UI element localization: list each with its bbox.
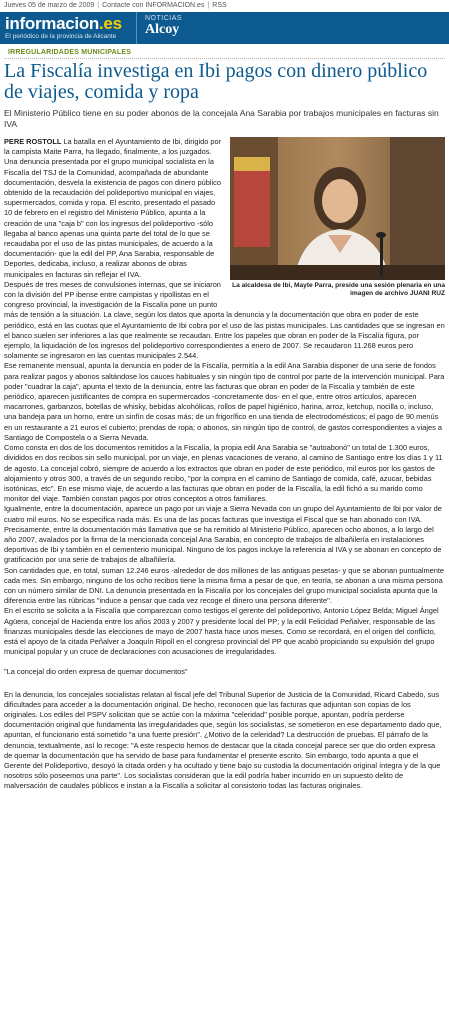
byline: PERE ROSTOLL	[4, 137, 62, 146]
logo-tld: .es	[99, 14, 122, 33]
article-figure	[230, 137, 445, 298]
date-text: Jueves 05 de marzo de 2009	[4, 2, 95, 9]
paragraph-6: En el escrito se solicita a la Fiscalía que comparezcan como testigos el gerente del polideportivo, Antonio López Belda; Miguel Ángel Agüera, concejal de Hacienda entre los años 2003 y 2007 y presidente local del PP; y la edil Felicidad Peñalver, responsable de las finanzas municipales desde las elecciones de mayo de 2007 hasta hace unos meses. Como se recordará, en el origen del conflicto, está el apoyo de la citada Peñalver a Joaquín Ripoll en el congreso provincial del PP que acabó propiciando su expulsión del grupo municipal popular y un cruce de declaraciones con acusaciones de irregularidades.	[4, 606, 439, 657]
photo-caption: La alcaldesa de Ibi, Mayte Parra, preside una sesión plenaria en una imagen de archivo JUANI RUZ	[232, 282, 445, 297]
lead-text: La batalla en el Ayuntamiento de Ibi, dirigido por la campista Maite Parra, ha llegado, finalmente, a los juzgados. Una denuncia presentada por el grupo municipal socialista en la Fiscalía del TSJ de la Comunidad, acompañada de abundante documentación, desvela la existencia de pagos con dinero público obtenido de la recaudación del polideportivo municipal en viajes, supermercados, comida y ropa. El escrito, presentado el pasado 10 de febrero en el registro del Ministerio Público, apunta a la creación de una "caja b" con los ingresos del polideportivo -sólo llegaba al banco apenas una quinta parte del total de lo que se recaudaba por el uso de las pistas municipales, de acuerdo a la documentación- que la edil del PP, Ana Sarabia, responsable de Deportes, dedicaba, incluso, a realizar abonos de obras municipales en facturas sin reflejar el IVA.	[4, 137, 222, 279]
article-body	[4, 137, 445, 792]
separator: |	[97, 2, 100, 9]
photo-mayor[interactable]	[230, 137, 445, 280]
logo-wordmark	[5, 15, 134, 32]
article-subhead: "La concejal dio orden expresa de quemar documentos"	[4, 667, 188, 677]
section-name: NOTICIAS	[145, 15, 183, 22]
paragraph-2: Ese remanente mensual, apunta la denuncia en poder de la Fiscalía, permitía a la edil Ana Sarabia disponer de una serie de fondos para realizar pagos y abonos saltándose los cauces habituales y sin ningún tipo de control por parte de la intervención municipal. Para poder "cuadrar la caja", apunta el texto de la denuncia, entre las facturas que obran en poder de la Fiscalía y también de este periódico, aparecen justificantes de compra en supermercados -concretamente dos- en el que, entre otros artículos, aparecen macarrones, garbanzos, botellas de whisky, bebidas alcohólicas, rollos de papel higiénico, harina, arroz, ketchup, nocilla o, incluso, una bandeja para un horno, entre un sinfín de cosas más; de un frigorífico en una tienda de electrodomésticos; el pago de 90 menús en un restaurante a 21 euros el cubierto; prendas de ropa; o abonos, sin ningún tipo de control, de gastos correspondientes a viajes a Santiago de Compostela o a Sierra Nevada.	[4, 361, 445, 442]
contact-link[interactable]: Contacte con INFORMACION.es	[102, 2, 205, 9]
article-subtitle: El Ministerio Público tiene en su poder abonos de la concejala Ana Sarabia por trabajos municipales en facturas sin IVA	[4, 108, 439, 129]
paragraph-4: Igualmente, entre la documentación, aparece un pago por un viaje a Sierra Nevada con un grupo del Ayuntamiento de Ibi por valor de cuatro mil euros. No se especifica nada más. Es una de las pocas facturas que investiga el Fiscal que se han abonado con IVA. Precisamente, entre la documentación más llamativa que se ha remitido al Ministerio Público, aparecen ocho abonos, a lo largo del año 2007, avalados por la firma de la mencionada concejal Ana Sarabia, en concepto de trabajos de albañilería en instalaciones deportivas de Ibi y también en el cementerio municipal. Ninguno de los pagos incluye la referencia al IVA y se abonan en concepto de gratificación por una serie de trabajos de albañilería.	[4, 504, 442, 565]
rss-link[interactable]: RSS	[212, 2, 227, 9]
paragraph-3: Como consta en dos de los documentos remitidos a la Fiscalía, la propia edil Ana Sarabia se "autoabonó" un total de 1.300 euros, divididos en dos recibos sin sello municipal, por un viaje, en plenas vacaciones de verano, al camino de Santiago entre los días 1 y 11 de agosto. La concejal cobró, siempre de acuerdo a los extractos que obran en poder de este periódico, mil euros por los gastos de alojamiento y otros 300, a través de un segundo recibo, "por la compra en el camino de Santiago de comida, café, azucar, bebidas isotónicas, etc". En ese mismo viaje, de acuerdo a las facturas que obran en poder de la Fiscalía, la edil fichó a su marido como monitor del viaje. También constan pagos por otros conceptos a otros familiares.	[4, 443, 443, 504]
paragraph-5: Son cantidades que, en total, suman 12.246 euros -alrededor de dos millones de las antiguas pesetas- y que se abonan puntualmente cada mes. Sin embargo, ninguno de los ocho recibos tiene la misma firma a pesar de que, en teoría, se abonan a una misma persona con un número similar de DNI. La denuncia presentada en la Fiscalía por los concejales del grupo municipal socialista apunta que la diferencia entre las rúbricas "induce a pensar que cada vez recoge el dinero una persona diferente".	[4, 565, 445, 606]
article-headline: La Fiscalía investiga en Ibi pagos con dinero público de viajes, comida y ropa	[4, 60, 428, 103]
site-header	[0, 12, 449, 44]
logo-main: informacion	[5, 14, 99, 33]
top-bar	[0, 0, 449, 12]
separator: |	[207, 2, 210, 9]
section-city: Alcoy	[145, 22, 180, 37]
paragraph-1: Después de tres meses de convulsiones internas, que se iniciaron con la división del PP ibense entre campistas y ripollistas en el congreso provincial, la investigación de la Fiscalía pone un punto más de tensión a la situación. La clave, según los datos que aporta la denuncia y la documentación que obra en poder de este periódico, está en las cuotas que el Ayuntamiento de Ibi cobra por el uso de las pistas municipales. Las cantidades que se ingresan en el banco suelen ser inferiores a las que realmente se recaudan. Entre los papeles que obran en poder de la Fiscalía figura, por ejemplo, la liquidación de los ingresos del polideportivo correspondientes a enero de 2007. Se recaudaron 11.268 euros pero solamente se ingresaron en las cuentas municipales 2.544.	[4, 279, 445, 361]
closing-paragraph: En la denuncia, los concejales socialistas relatan al fiscal jefe del Tribunal Superior de Justicia de la Comunidad, Ricard Cabedo, sus dificultades para acceder a la documentación original. De hecho, reconocen que las facturas que adjuntan son copias de los originales. Los ediles del PSPV solicitan que se actúe con la máxima "celeridad" posible porque, apuntan, podría perderse documentación original que fundamenta las irregularidades que, según los socialistas, se sometieron en ese departamento dado que, apuntan, el funcionario está sometido "a una fuerte presión". ¿Motivo de la celeridad? La destrucción de pruebas. El párrafo de la denuncia, textualmente, así lo recoge: "A este respecto hemos de destacar que la citada concejal parece ser que dio orden expresa de quemar la documentación que ha servido de base para fundamentar el presente escrito. Sin embargo, todo apunta a que el Gerente del Polideportivo, desoyó la citada orden y ha ocultado y tiene bajo su custodia la documentación original íntegra y de la que nosotros sólo poseemos una parte". Los socialistas consideran que la edil podría haber incurrido en un supuesto delito de malversación de caudales públicos e instan a la Fiscalía a solicitar al consistorio todas las facturas originales.	[4, 689, 442, 791]
logo-tagline: El periódico de la provincia de Alicante	[5, 33, 117, 40]
photo-illustration	[230, 137, 445, 280]
site-logo[interactable]	[0, 12, 134, 44]
section-label[interactable]	[136, 12, 182, 44]
article-kicker: IRREGULARIDADES MUNICIPALES	[4, 44, 445, 59]
